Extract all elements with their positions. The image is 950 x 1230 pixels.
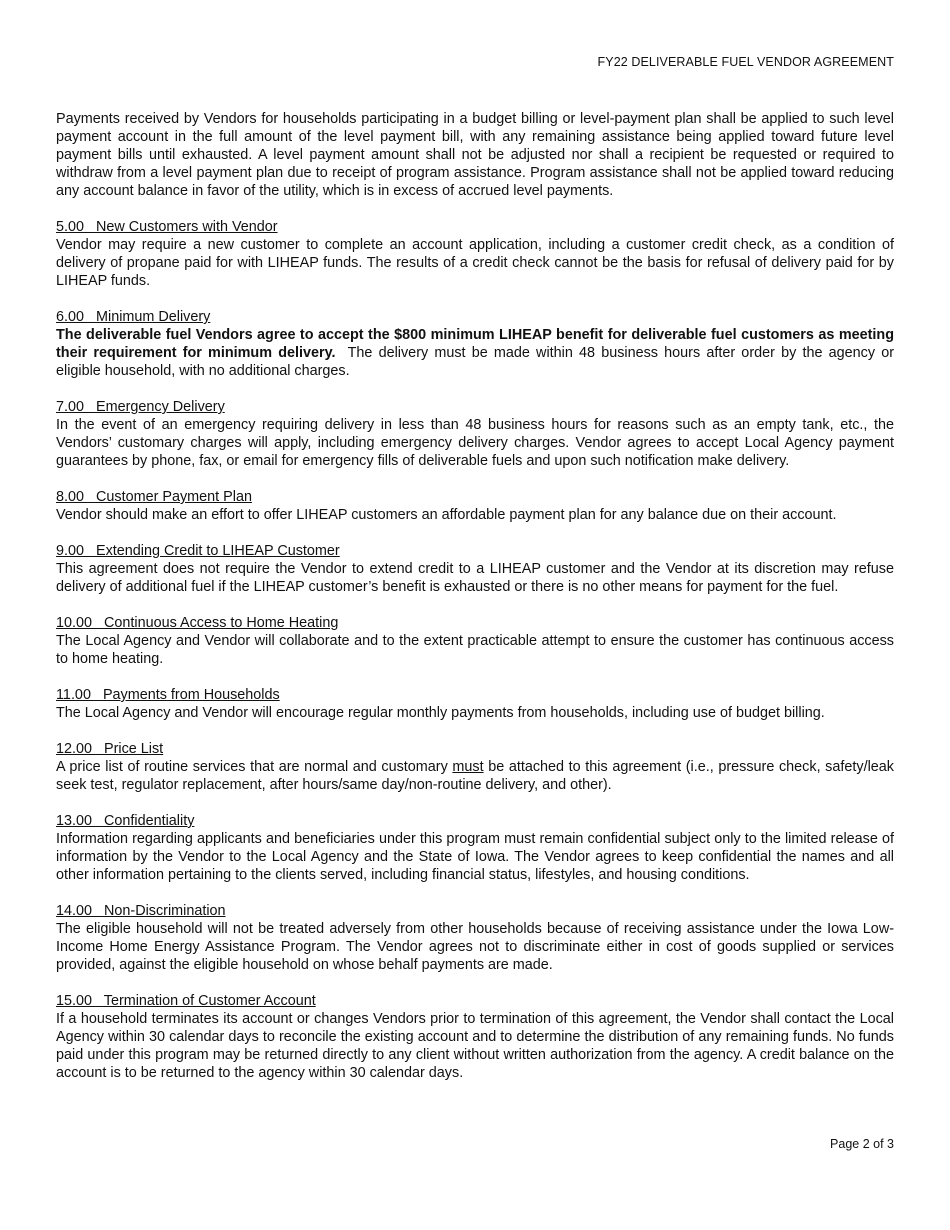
document-header: FY22 DELIVERABLE FUEL VENDOR AGREEMENT — [597, 55, 894, 69]
section-body: The Local Agency and Vendor will collaborate and to the extent practicable attempt to ensure the customer has continuous access to home heating. — [56, 633, 894, 667]
section-body: This agreement does not require the Vendor to extend credit to a LIHEAP customer and the Vendor at its discretion may refuse delivery of additional fuel if the LIHEAP customer’s benefit is exhausted or there is no other means for payment for the fuel. — [56, 561, 894, 595]
section-body-part: A price list of routine services that are normal and customary — [56, 759, 453, 775]
section-5 — [56, 218, 894, 290]
section-body: Information regarding applicants and beneficiaries under this program must remain confidential subject only to the limited release of information by the Vendor to the Local Agency and the State of Iowa. The Vendor agrees to keep confidential the names and all other information pertaining to the clients served, including financial status, lifestyles, and housing conditions. — [56, 831, 894, 883]
section-title: 10.00 Continuous Access to Home Heating — [56, 615, 339, 631]
section-12 — [56, 740, 894, 794]
document-body — [56, 110, 899, 1082]
section-title: 5.00 New Customers with Vendor — [56, 219, 278, 235]
section-body: Vendor should make an effort to offer LIHEAP customers an affordable payment plan for any balance due on their account. — [56, 507, 837, 523]
section-11 — [56, 686, 894, 722]
section-title: 12.00 Price List — [56, 741, 164, 757]
section-title: 13.00 Confidentiality — [56, 813, 195, 829]
section-10 — [56, 614, 894, 668]
underlined-word: must — [452, 759, 484, 775]
section-body — [56, 758, 894, 794]
section-body-part: be attached to this agreement (i.e., pressure check, safety/leak seek test, regulator replacement, after hours/same day/non-routine delivery, and other). — [56, 759, 894, 793]
section-title: 15.00 Termination of Customer Account — [56, 993, 316, 1009]
section-body: In the event of an emergency requiring delivery in less than 48 business hours for reasons such as an empty tank, etc., the Vendors’ customary charges will apply, including emergency delivery charges. Vendor agrees to accept Local Agency payment guarantees by phone, fax, or email for emergency fills of deliverable fuels and upon such notification make delivery. — [56, 417, 894, 469]
section-body-rest: The delivery must be made within 48 business hours after order by the agency or eligible household, with no additional charges. — [56, 345, 899, 379]
intro-paragraph: Payments received by Vendors for households participating in a budget billing or level-payment plan shall be applied to such level payment account in the full amount of the level payment bill, with any remaining assistance being applied toward future level payment bills until exhausted. A level payment amount shall not be adjusted nor shall a recipient be requested or required to withdraw from a level payment plan due to receipt of program assistance. Program assistance shall not be applied toward reducing any account balance in favor of the utility, which is in excess of accrued level payments. — [56, 111, 894, 199]
section-7 — [56, 398, 894, 470]
section-body: The eligible household will not be treated adversely from other households because of receiving assistance under the Iowa Low-Income Home Energy Assistance Program. The Vendor agrees not to discriminate either in cost of goods supplied or services provided, against the eligible household on whose behalf payments are made. — [56, 921, 894, 973]
section-title: 8.00 Customer Payment Plan — [56, 489, 252, 505]
bold-statement: The deliverable fuel Vendors agree to accept the $800 minimum LIHEAP benefit for deliverable fuel customers as meeting their requirement for minimum delivery. — [56, 327, 894, 361]
section-13 — [56, 812, 894, 884]
section-title: 11.00 Payments from Households — [56, 687, 280, 703]
section-9 — [56, 542, 894, 596]
section-14 — [56, 902, 894, 974]
section-body: The Local Agency and Vendor will encourage regular monthly payments from households, including use of budget billing. — [56, 705, 825, 721]
section-title: 7.00 Emergency Delivery — [56, 399, 225, 415]
section-6 — [56, 308, 899, 380]
section-title: 14.00 Non-Discrimination — [56, 903, 226, 919]
section-body: Vendor may require a new customer to complete an account application, including a customer credit check, as a condition of delivery of propane paid for with LIHEAP funds. The results of a credit check cannot be the basis for refusal of delivery paid for by LIHEAP funds. — [56, 237, 894, 289]
page-number: Page 2 of 3 — [830, 1137, 894, 1151]
section-body — [56, 326, 899, 380]
section-title: 9.00 Extending Credit to LIHEAP Customer — [56, 543, 340, 559]
section-8 — [56, 488, 894, 524]
section-title: 6.00 Minimum Delivery — [56, 309, 211, 325]
section-15 — [56, 992, 894, 1082]
section-body: If a household terminates its account or changes Vendors prior to termination of this agreement, the Vendor shall contact the Local Agency within 30 calendar days to reconcile the existing account and to determine the distribution of any remaining funds. No funds paid under this program may be returned directly to any client without written authorization from the agency. A credit balance on the account is to be returned to the agency within 30 calendar days. — [56, 1011, 894, 1081]
